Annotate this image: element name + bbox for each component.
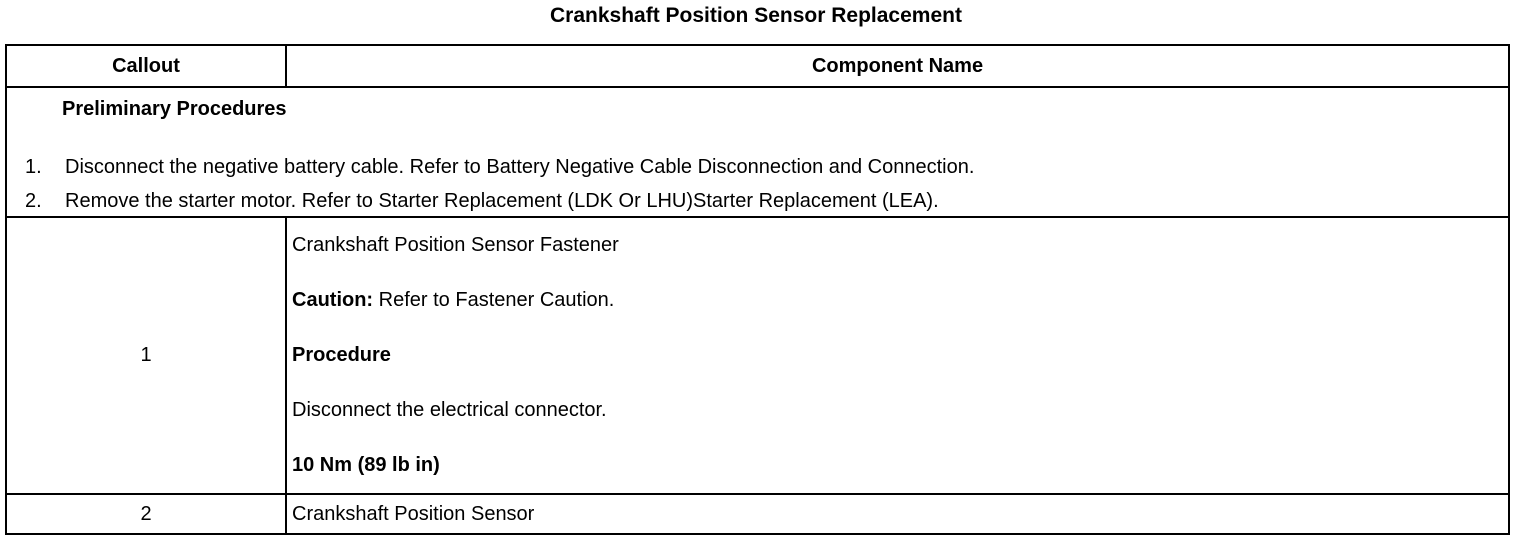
step-text: Disconnect the negative battery cable. Refer to Battery Negative Cable Disconnection and Connection.	[65, 156, 975, 178]
table-row	[6, 494, 1509, 534]
caution-text: Refer to Fastener Caution.	[373, 289, 615, 311]
header-callout: Callout	[6, 45, 286, 87]
preliminary-step	[25, 150, 974, 184]
step-number: 1.	[25, 156, 42, 178]
callout-cell: 2	[6, 494, 286, 534]
table-header-row	[6, 45, 1509, 87]
caution-label: Caution:	[292, 289, 374, 311]
component-name: Crankshaft Position Sensor Fastener	[292, 234, 619, 256]
preliminary-row	[6, 87, 1509, 217]
procedure-label: Procedure	[292, 344, 391, 366]
preliminary-steps	[25, 150, 974, 218]
component-name: Crankshaft Position Sensor	[292, 502, 535, 525]
caution-line	[292, 273, 1508, 328]
callout-cell: 1	[6, 217, 286, 494]
component-cell	[286, 217, 1509, 494]
header-component-name: Component Name	[286, 45, 1509, 87]
procedure-table	[5, 44, 1510, 535]
preliminary-step	[25, 184, 974, 218]
preliminary-cell	[6, 87, 1509, 217]
step-text: Remove the starter motor. Refer to Starter Replacement (LDK Or LHU)Starter Replacement (LEA).	[65, 190, 939, 212]
procedure-text: Disconnect the electrical connector.	[292, 399, 607, 421]
component-cell	[286, 494, 1509, 534]
step-number: 2.	[25, 190, 42, 212]
table-row	[6, 217, 1509, 494]
preliminary-heading: Preliminary Procedures	[62, 98, 287, 120]
torque-spec: 10 Nm (89 lb in)	[292, 454, 440, 476]
page-title: Crankshaft Position Sensor Replacement	[550, 4, 962, 27]
